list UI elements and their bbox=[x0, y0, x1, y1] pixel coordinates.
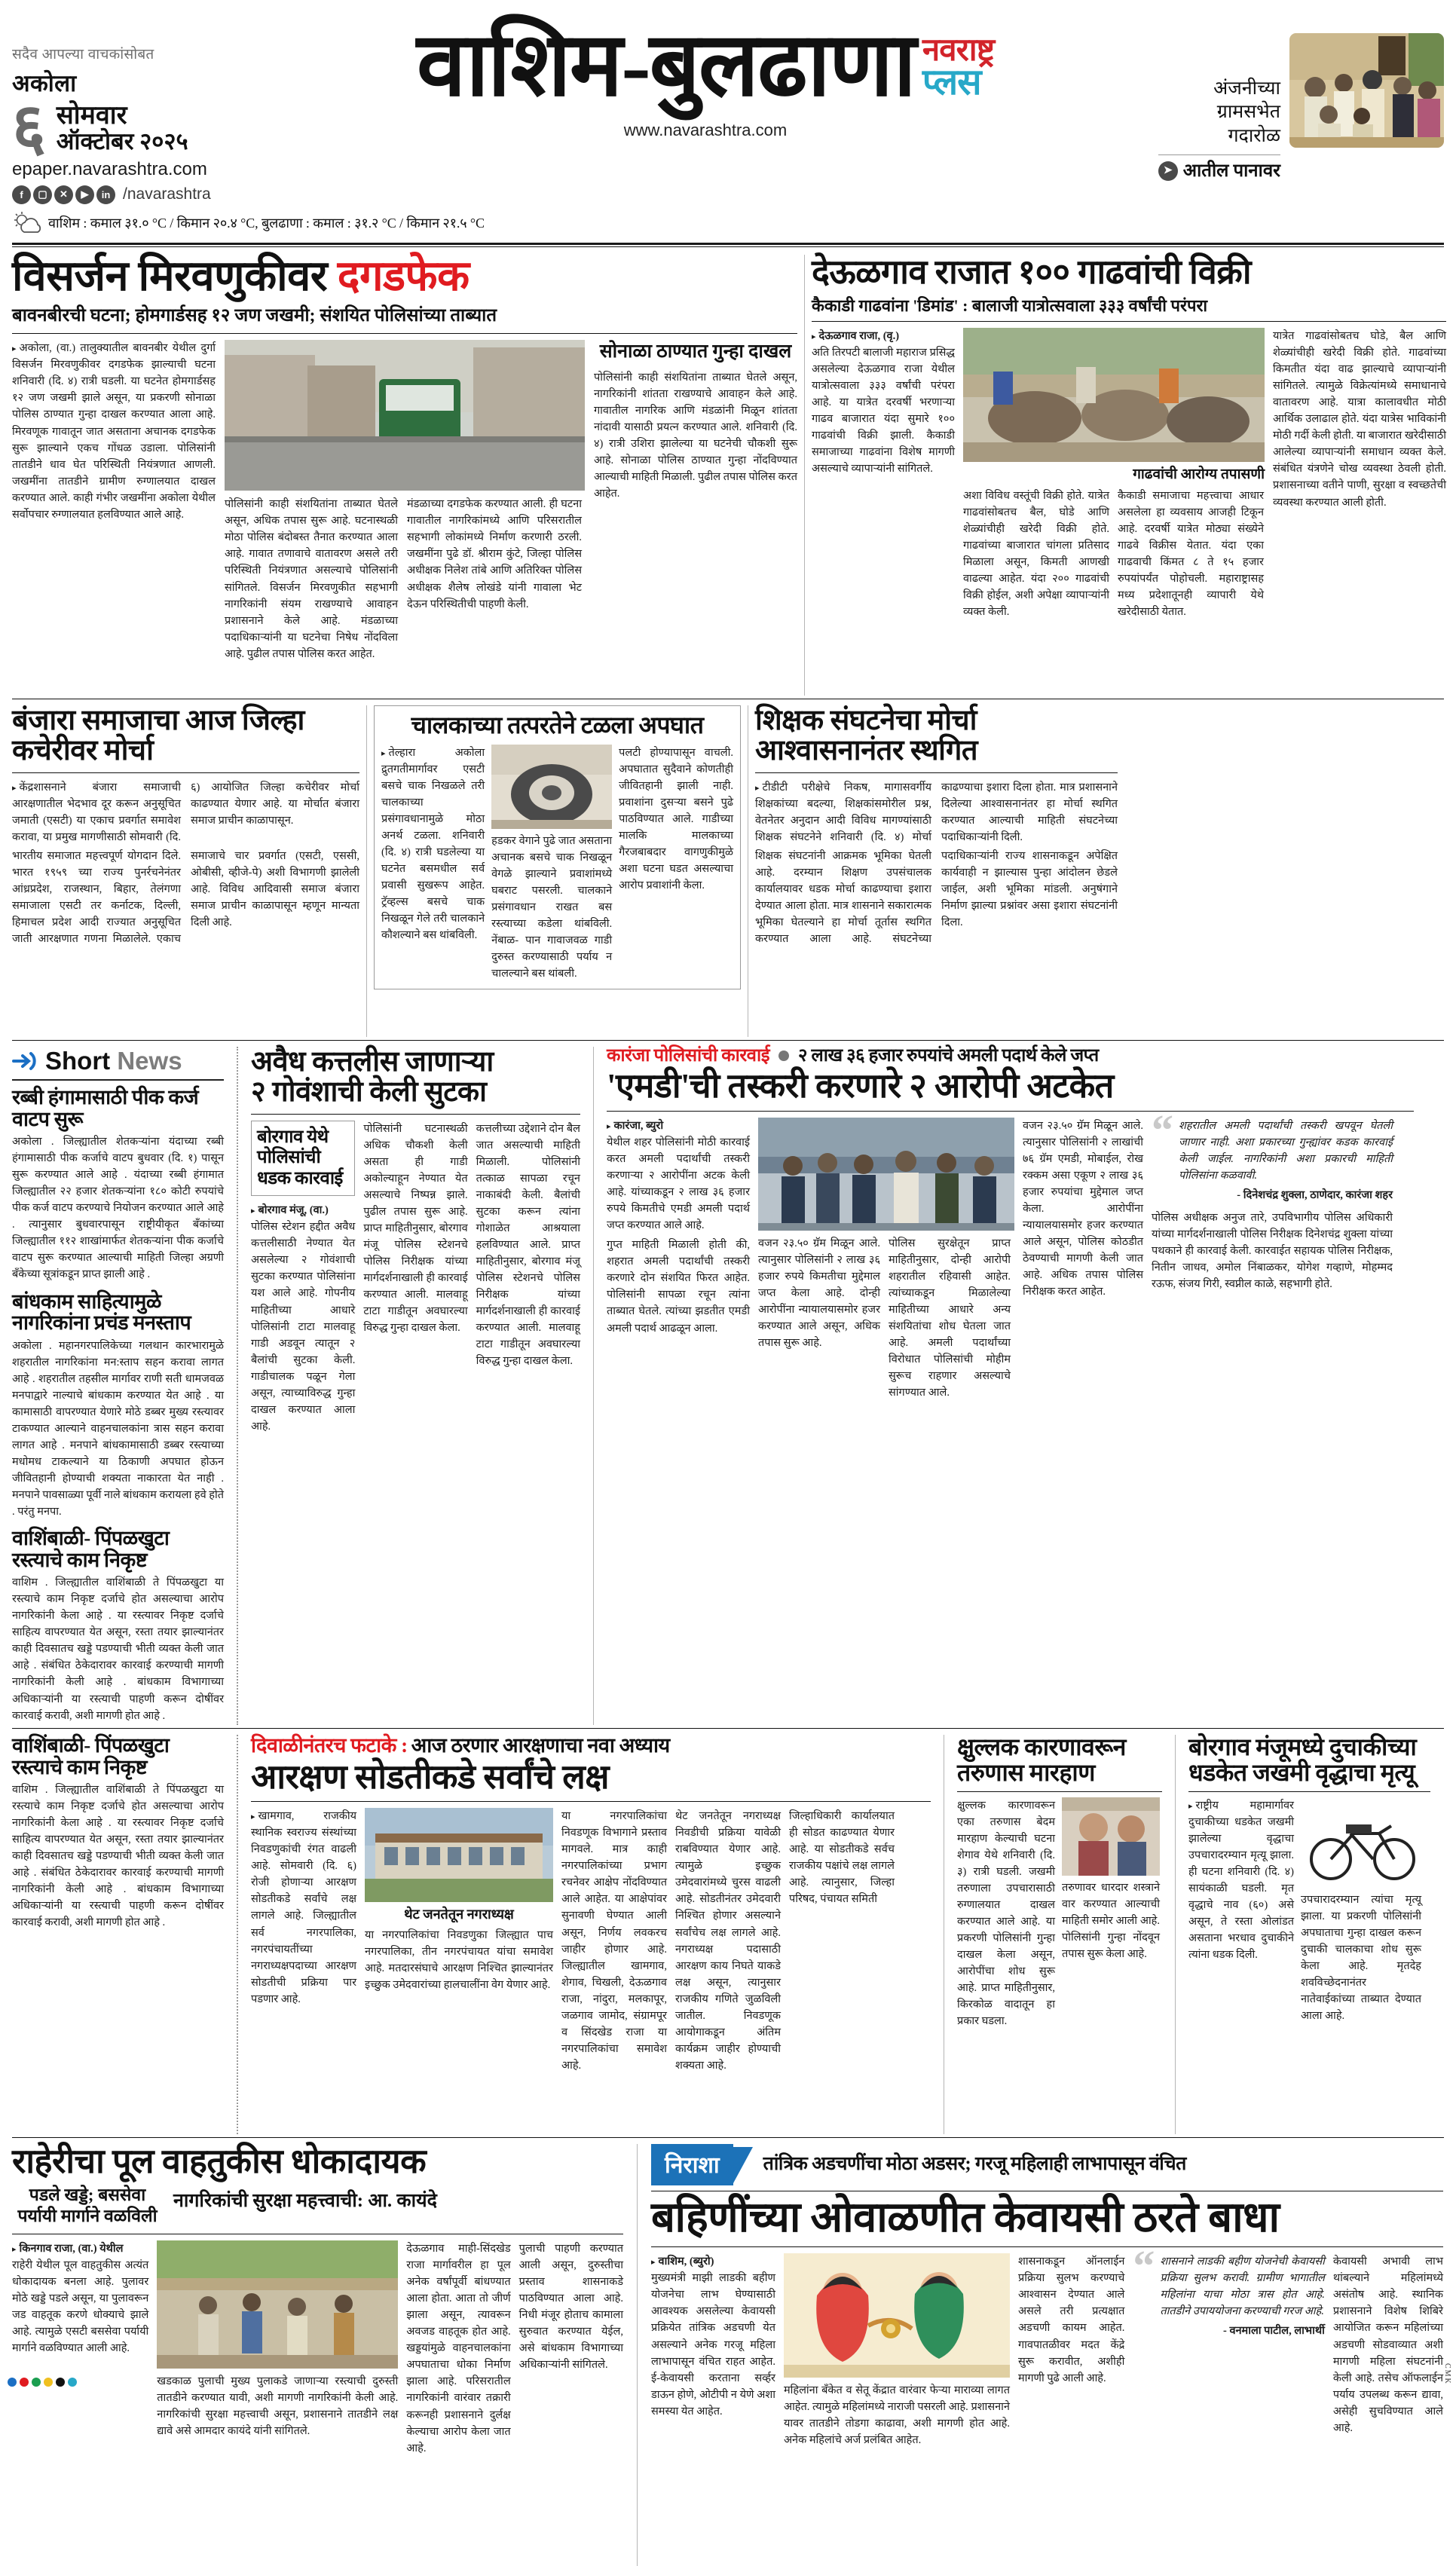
bridge-sub-left-1: पडले खड्डे; बससेवा bbox=[29, 2185, 146, 2204]
brand-line-1: नवराष्ट्र bbox=[922, 33, 995, 68]
cattle-headline-1: अवैध कत्तलीस जाणाऱ्या bbox=[251, 1046, 494, 1078]
lead-right-col-1 bbox=[812, 328, 955, 620]
drug-media bbox=[758, 1118, 1014, 1401]
row3-top-rule bbox=[12, 1040, 1444, 1041]
lead-right-body-3: कैकाडी समाजाचा महत्त्वाचा आधार असलेला हा व्यवसाय आजही टिकून आहे. दरवर्षी यात्रेत मोठ्या संख्येने गाढवे विक्रीस येतात. यंदा एका गाढवाची किंमत ८ ते १५ हजार रुपयांपर्यंत पोहोचली. महाराष्ट्रासह मध्य प्रदेशातूनही व्यापारी येथे खरेदीसाठी येतात. bbox=[1118, 489, 1264, 619]
registration-dots bbox=[8, 2378, 77, 2387]
reservation-kicker-black: आज ठरणार आरक्षणाचा नवा अध्याय bbox=[411, 1734, 670, 1757]
lead-right-col-3 bbox=[1273, 328, 1446, 620]
assault-media bbox=[1062, 1797, 1160, 2029]
lead-right-media bbox=[963, 328, 1265, 620]
cattle-rule bbox=[251, 1114, 580, 1115]
reservation-kicker-red: दिवाळीनंतरच फटाके : bbox=[251, 1734, 408, 1757]
cattle-body-3: कत्तलीच्या उद्देशाने दोन बैल जात असल्याची माहिती मिळाली. पोलिसांनी तत्काळ सापळा रचून नाकाबंदी केली. बैलांची सुटका करून त्यांना गोशाळेत आश्रयाला हलविण्यात आले. प्राप्त माहितीनुसार, बोरगाव मंजू पोलिस स्टेशनचे पोलिस निरीक्षक यांच्या मार्गदर्शनाखाली ही कारवाई करण्यात आली. मालवाहू टाटा गाडीतून अवघारल्या विरुद्ध गुन्हा दाखल केला. bbox=[476, 1122, 580, 1367]
short-news-header bbox=[12, 1047, 224, 1075]
row2-center-body: ▸ तेल्हारा अकोला द्रुतगतीमार्गावर एसटी बसचे चाक निखळले तरी चालकाच्या प्रसंगावधानामुळे मोठा अनर्थ टळला. शनिवारी (दि. ४) रात्री घडलेल्या या घटनेत बसमधील सर्व प्रवासी सुखरूप आहेत. ट्रॅव्हल्स बसचे चाक निखळून गेले तरी चालकाने कौशल्याने बस थांबविली. bbox=[381, 745, 485, 982]
short-news-title-1: Short bbox=[45, 1047, 111, 1075]
row2-center-body-2: पलटी होण्यापासून वाचली. अपघातात सुदैवाने कोणतीही जीवितहानी झाली नाही. प्रवाशांना दुसऱ्या बसने पुढे पाठविण्यात आले. गाडीच्या मालकि मालकाच्या गैरजबाबदार वागणुकीमुळे अशा घटना घडत असल्याचा आरोप प्रवाशांनी केला. bbox=[619, 746, 733, 892]
quote-icon: “ bbox=[1152, 1106, 1173, 1155]
instagram-icon[interactable]: ▢ bbox=[33, 185, 52, 204]
short-news-item-body: वाशिम . जिल्ह्यातील वाशिंबाळी ते पिंपळखुटा या रस्त्याचे काम निकृष्ट दर्जाचे होत असल्याचा आरोप नागरिकांनी केला आहे . या रस्त्यावर निकृष्ट दर्जाचे साहित्य वापरण्यात येत असून, रस्ता तयार झाल्यानंतर काही दिवसातच खड्डे पडण्याची भीती व्यक्त केली जात आहे . संबंधित ठेकेदारावर कारवाई करण्याची मागणी नागरिकांनी केली आहे . बांधकाम विभागाच्या अधिकाऱ्यांनी या रस्त्याची पाहणी करून दोषींवर कारवाई करावी, अशी मागणी होत आहे . bbox=[12, 1784, 224, 1929]
bridge-body-4: पुलाची पाहणी करण्यात आली असून, दुरुस्तीचा प्रस्ताव शासनाकडे पाठविण्यात आला आहे. निधी मंजूर होताच कामाला सुरुवात करण्यात येईल, असे बांधकाम विभागाच्या अधिकाऱ्यांनी सांगितले. bbox=[518, 2243, 624, 2372]
edition-city: अकोला bbox=[12, 70, 77, 96]
lead-left-text-col-1 bbox=[12, 340, 216, 662]
short-news-column bbox=[12, 1047, 231, 1725]
drug-kicker-red: कारंजा पोलिसांची कारवाई bbox=[607, 1046, 770, 1066]
row2-left-body-extra: भारतीय समाजात महत्त्वपूर्ण योगदान दिले. भारत १९५९ च्या राज्य पुनर्रचनेनंतर आंध्रप्रदेश, राजस्थान, बिहार, तेलंगणा समाजाला एसटी तर कर्नाटक, दिल्ली, हिमाचल प्रदेश आदी राज्यात अनुसूचित जाती आरक्षणात गणना मिळालेले. एकाच समाजाचे चार प्रवर्गात (एसटी, एससी, ओबीसी, व्हीजे-पे) अशी विभागणी झालेली आहे. विविध आदिवासी समाज बंजारा समाज प्राचीन काळापासून म्हणून मान्यता दिली आहे. bbox=[12, 849, 359, 945]
drug-dateline: कारंजा, ब्युरो bbox=[613, 1120, 664, 1133]
drug-kicker-black: २ लाख ३६ हजार रुपयांचे अमली पदार्थ केले जप्त bbox=[798, 1046, 1099, 1066]
women-dateline-body bbox=[651, 2253, 775, 2270]
lead-right-photo bbox=[963, 328, 1265, 462]
bridge-sub-center: नागरिकांची सुरक्षा महत्त्वाची: आ. कायंदे bbox=[173, 2190, 437, 2211]
row2-left-body: ▸ केंद्रशासनाने बंजारा समाजाची आरक्षणातील भेदभाव दूर करून अनुसूचित जमाती (एसटी) या एकाच प्रवर्गात समावेश करावा, या प्रमुख मागणीसाठी सोमवारी (दि. ६) आयोजित जिल्हा कचेरीवर मोर्चा काढण्यात येणार आहे. या मोर्चात बंजारा समाज प्राचीन काळापासून. bbox=[12, 779, 359, 846]
short-news-item-headline: वाशिंबाळी- पिंपळखुटा रस्त्याचे काम निकृष्ट bbox=[12, 1734, 170, 1778]
bridge-photo bbox=[157, 2240, 398, 2369]
drug-rule bbox=[607, 1111, 1414, 1112]
lead-left-text-col-3 bbox=[594, 340, 797, 662]
drug-side-body: पोलिस अधीक्षक अनुज तारे, उपविभागीय पोलिस अधिकारी यांच्या मार्गदर्शनाखाली पोलिस निरीक्षक दिनेशचंद्र शुक्ला यांच्या पथकाने ही कारवाई केली. कारवाईत सहायक पोलिस निरीक्षक, नितीन जाधव, अमोल निंबाळकर, योगेश गव्हाणे, मोहम्मद रऊफ, संजय गिरी, स्वप्नील काळे, सहभागी होते. bbox=[1152, 1212, 1393, 1291]
short-news-item-body: वाशिम . जिल्ह्यातील वाशिंबाळी ते पिंपळखुटा या रस्त्याचे काम निकृष्ट दर्जाचे होत असल्याचा आरोप नागरिकांनी केला आहे . या रस्त्यावर निकृष्ट दर्जाचे साहित्य वापरण्यात येत असून, रस्ता तयार झाल्यानंतर काही दिवसातच खड्डे पडण्याची भीती व्यक्त केली जात आहे . संबंधित ठेकेदारावर कारवाई करण्याची मागणी नागरिकांनी केली आहे . बांधकाम विभागाच्या अधिकाऱ्यांनी या रस्त्याची पाहणी करून दोषींवर कारवाई करावी, अशी मागणी होत आहे . bbox=[12, 1577, 224, 1722]
women-quote-author: - वनमाला पाटील, लाभार्थी bbox=[1222, 2325, 1325, 2338]
reservation-photo bbox=[365, 1808, 553, 1902]
badge-tail bbox=[733, 2147, 753, 2183]
lead-right-body: अति तिरपटी बालाजी महाराज प्रसिद्ध असलेल्या देऊळगाव राजा येथील यात्रोत्सवाला ३३३ वर्षांची परंपरा आहे. या यात्रेत दरवर्षी भरणाऱ्या गाढव बाजारात यंदा सुमारे १०० गाढवांची विक्री झाली. कैकाडी समाजाच्या गाढवांना विशेष मागणी असल्याचे व्यापाऱ्यांनी सांगितले. bbox=[812, 347, 955, 476]
row2-center-caption-body: हडकर वेगाने पुढे जात असताना अचानक बसचे चाक निखळून वेगळे झाल्याने प्रवाशांमध्ये घबराट पसरली. चालकाने प्रसंगावधान राखत बस रस्त्याच्या कडेला थांबविली. नेंबाळ- पान गावाजवळ गाडी दुरुस्त करण्यासाठी पर्याय न चालल्याने बस थांबली. bbox=[491, 834, 613, 980]
row2-center-headline: चालकाच्या तत्परतेने टळला अपघात bbox=[411, 711, 704, 739]
website-url[interactable]: www.navarashtra.com bbox=[623, 121, 788, 139]
bridge-sub-left-2: पर्यायी मार्गाने वळविली bbox=[17, 2207, 158, 2226]
status-badge: निराशा bbox=[651, 2144, 733, 2185]
temperature-text: वाशिम : कमाल ३१.० °C / किमान २०.४ °C, बुलढाणा : कमाल : ३१.२ °C / किमान २१.५ °C bbox=[48, 215, 485, 231]
cattle-story bbox=[244, 1047, 587, 1725]
lead-left-rule bbox=[12, 333, 797, 334]
lead-band bbox=[12, 255, 1444, 696]
reservation-media bbox=[365, 1808, 553, 2074]
drug-headline: 'एमडी'ची तस्करी करणारे २ आरोपी अटकेत bbox=[607, 1067, 1114, 1106]
lead-story-left bbox=[12, 255, 804, 696]
reservation-body-3: या नगरपालिकांचा निवडणूक विभागाने प्रस्ताव मागवले. मात्र काही नगरपालिकांच्या प्रभाग रचनेवर आक्षेप नोंदविण्यात आले आहेत. या आक्षेपांवर सुनावणी घेण्यात आली असून, निर्णय लवकरच जाहीर होणार आहे. जिल्ह्यातील खामगाव, शेगाव, चिखली, देऊळगाव राजा, नांदुरा, मलकापूर, जळगाव जामोद, संग्रामपूर व सिंदखेड राजा या नगरपालिकांचा समावेश आहे. bbox=[561, 1810, 667, 2072]
date-day-number: ६ bbox=[12, 91, 46, 164]
bridge-dateline: किनगाव राजा, (वा.) येथील bbox=[19, 2243, 124, 2256]
reservation-caption: थेट जनतेतून नगराध्यक्ष bbox=[404, 1907, 514, 1922]
lead-left-body: ▸ अकोला, (वा.) तालुक्यातील बावनबीर येथील दुर्गा विसर्जन मिरवणुकीवर दगडफेक झाल्याची घटना शनिवारी (दि. ४) रात्री घडली. या घटनेत होमगार्डसह १२ जण जखमी झाले असून, या प्रकरणी सोनाळा पोलिस ठाण्यात गुन्हा दाखल करण्यात आला आहे. मिरवणूक गावातून जात असताना अचानक दगडफेक सुरू झाल्याने एकच गोंधळ उडाला. पोलिसांनी तातडीने धाव घेत परिस्थिती नियंत्रणात आणली. जखमींना तातडीने ग्रामीण रुग्णालयात दाखल करण्यात आले. काही गंभीर जखमींना अकोला येथील सर्वोपचार रुग्णालयात हलविण्यात आले आहे. bbox=[12, 340, 216, 522]
brand-logo bbox=[922, 21, 995, 102]
short-news-item-body: अकोला . महानगरपालिकेच्या गलथान कारभारामुळे शहरातील नागरिकांना मन:स्ताप सहन करावा लागत आहे . शहरातील तहसील मार्गावर राणी सती धामजवळ मनपाद्वारे नाल्याचे बांधकाम करण्यात येत आहे . या कामासाठी वापरण्यात येणारे मोठे डब्बर मुख्य रस्त्यावर टाकण्यात आल्याने वाहनचालकांना त्रास सहन करावा लागत आहे . मनपाने बांधकामासाठी डब्बर रस्त्याच्या मधोमध टाकल्याने या ठिकाणी अपघात होऊन जीवितहानी होण्याची शक्यता नाकारता येत नाही . मनपाने पावसाळ्या पूर्वी नाले बांधकाम करायला हवे होते . परंतु मनपा. bbox=[12, 1339, 224, 1518]
row2-left-headline: बंजारा समाजाचा आज जिल्हा कचेरीवर मोर्चा bbox=[12, 705, 304, 767]
lead-right-subhead: कैकाडी गाढवांना 'डिमांड' : बालाजी यात्रोत्सवाला ३३३ वर्षांची परंपरा bbox=[812, 295, 1208, 315]
cattle-dateline-body bbox=[251, 1202, 355, 1219]
row2-right-body-extra: शिक्षक संघटनांनी आक्रमक भूमिका घेतली आहे. दरम्यान शिक्षण उपसंचालक कार्यालयावर धडक मोर्चा काढण्याचा इशारा देण्यात आला होता. मात्र शासनाने सकारात्मक भूमिका घेतल्याने हा मोर्चा तूर्तास स्थगित करण्यात आला आहे. संघटनेच्या पदाधिकाऱ्यांनी राज्य शासनाकडून अपेक्षित कार्यवाही न झाल्यास पुन्हा आंदोलन छेडले जाईल, अशी भूमिका मांडली. अनुषंगाने निर्माण झाल्या प्रश्नांवर असा इशारा संघटनांनी दिला. bbox=[755, 849, 1118, 945]
row2-right-body: ▸ टीडीटी परीक्षेचे निकष, मागासवर्गीय शिक्षकांच्या बदल्या, शिक्षकांसमोरील प्रश्न, वेतनेतर अनुदान आदी विविध मागण्यांसाठी शिक्षक संघटनेने शनिवारी (दि. ४) मोर्चा काढण्याचा इशारा दिला होता. मात्र प्रशासनाने दिलेल्या आश्वासनानंतर हा मोर्चा स्थगित करण्यात आल्याची माहिती संघटनेच्या पदाधिकाऱ्यांनी दिली. bbox=[755, 779, 1118, 846]
row2-right-rule bbox=[755, 772, 1118, 773]
lead-left-headline-black: विसर्जन मिरवणुकीवर bbox=[12, 253, 328, 300]
cattle-kicker-box bbox=[251, 1121, 355, 1197]
masthead-title-block bbox=[261, 11, 1150, 140]
bridge-body: राहेरी येथील पूल वाहतुकीस अत्यंत धोकादायक बनला आहे. पुलावर मोठे खड्डे पडले असून, या पुलावरून जड वाहतूक करणे धोक्याचे झाले आहे. त्यामुळे एसटी बससेवा पर्यायी मार्गाने वळविण्यात आली आहे. bbox=[12, 2259, 149, 2355]
promo-line-1: अंजनीच्या bbox=[1213, 78, 1280, 99]
row2-right-headline: शिक्षक संघटनेचा मोर्चा आश्वासनानंतर स्थगित bbox=[755, 705, 978, 767]
bridge-col-1 bbox=[12, 2240, 148, 2456]
accident-story bbox=[1182, 1735, 1430, 2134]
bullet-dot-icon bbox=[778, 1051, 789, 1061]
drug-photo bbox=[758, 1118, 1014, 1231]
promo-divider bbox=[1158, 154, 1280, 155]
short-news-arrow-icon bbox=[12, 1049, 39, 1073]
drug-body-4: पोलिस सुरक्षेतून प्राप्त माहितीनुसार, दोन्ही आरोपी शहरातील रहिवासी आहेत. त्यांच्याकडून मिळालेल्या माहितीच्या आधारे अन्य संशयितांचा शोध घेतला जात आहे. अमली पदार्थांच्या विरोधात पोलिसांची मोहीम सुरूच राहणार असल्याचे सांगण्यात आले. bbox=[889, 1237, 1011, 1399]
lead-story-right bbox=[805, 255, 1446, 696]
cattle-kicker: बोरगाव येथे पोलिसांची धडक कारवाई bbox=[257, 1127, 343, 1188]
row2-center-box bbox=[374, 705, 741, 989]
short-news-divider bbox=[237, 1047, 238, 1725]
masthead-rule-thick bbox=[12, 243, 1444, 245]
bridge-body-2: खडकाळ पुलाची मुख्य पुलाकडे जाणाऱ्या रस्त्याची दुरुस्ती तातडीने करण्यात यावी, अशी मागणी नागरिकांनी केली आहे. नागरिकांची सुरक्षा महत्त्वाची असून, प्रशासनाने तातडीने लक्ष द्यावे असे आमदार कायंदे यांनी सांगितले. bbox=[157, 2375, 399, 2438]
short-news-item-headline: वाशिंबाळी- पिंपळखुटा रस्त्याचे काम निकृष्ट bbox=[12, 1527, 170, 1571]
women-media bbox=[784, 2253, 1010, 2448]
women-headline: बहिणींच्या ओवाळणीत केवायसी ठरते बाधा bbox=[651, 2194, 1280, 2241]
row5-top-rule bbox=[12, 2137, 1444, 2138]
masthead-promo[interactable] bbox=[1150, 11, 1444, 182]
short-news-column-continued bbox=[12, 1735, 231, 2134]
women-story bbox=[644, 2144, 1443, 2566]
accident-body-2: उपचारादरम्यान त्यांचा मृत्यू झाला. या प्रकरणी पोलिसांनी अपघाताचा गुन्हा दाखल करून दुचाकी चालकाचा शोध सुरू केला आहे. मृतदेह शवविच्छेदनानंतर नातेवाईकांच्या ताब्यात देण्यात आला आहे. bbox=[1301, 1893, 1421, 2023]
assault-body: क्षुल्लक कारणावरून एका तरुणास बेदम मारहाण केल्याची घटना शेगाव येथे शनिवारी (दि. ३) रात्री घडली. जखमी तरुणाला उपचारासाठी रुग्णालयात दाखल करण्यात आले आहे. या प्रकरणी पोलिसांनी गुन्हा दाखल केला असून, आरोपींचा शोध सुरू आहे. प्राप्त माहितीनुसार, किरकोळ वादातून हा प्रकार घडला. bbox=[957, 1799, 1055, 2028]
masthead-rule-thin bbox=[12, 246, 1444, 247]
drug-col-1 bbox=[607, 1118, 750, 1401]
accident-headline: बोरगाव मंजूमध्ये दुचाकीच्या धडकेत जखमी वृद्धाचा मृत्यू bbox=[1188, 1733, 1417, 1786]
lead-right-dateline: देऊळगाव राजा, (वृ.) bbox=[818, 330, 900, 343]
row2-band bbox=[12, 705, 1444, 1037]
promo-inside-link[interactable] bbox=[1158, 160, 1280, 182]
bridge-subhead-left bbox=[12, 2185, 163, 2228]
row2-left-rule bbox=[12, 772, 359, 773]
bridge-story bbox=[12, 2144, 630, 2566]
cattle-headline-2: २ गोवंशाची केली सुटका bbox=[251, 1076, 487, 1109]
women-quote: शासनाने लाडकी बहीण योजनेची केवायसी प्रक्रिया सुलभ करावी. ग्रामीण भागातील महिलांना याचा मोठा त्रास होत आहे. तातडीने उपाययोजना करण्याची गरज आहे. bbox=[1160, 2256, 1325, 2318]
women-illustration bbox=[784, 2253, 1010, 2378]
weather-sun-cloud-icon bbox=[12, 211, 45, 235]
promo-link-label: आतील पानावर bbox=[1182, 161, 1280, 181]
date-month-year: ऑक्टोबर २०२५ bbox=[56, 127, 188, 154]
youtube-icon[interactable]: ▶ bbox=[75, 185, 94, 204]
short-news-title bbox=[45, 1047, 182, 1075]
lead-left-subhead: बावनबीरची घटना; होमगार्डसह १२ जण जखमी; संशयित पोलिसांच्या ताब्यात bbox=[12, 306, 497, 326]
row4-top-rule bbox=[12, 1728, 1444, 1729]
lead-left-photo bbox=[225, 340, 585, 491]
row2-story-center bbox=[367, 705, 748, 1037]
bridge-body-3: देऊळगाव माही-सिंदखेड राजा मार्गावरील हा पूल अनेक वर्षांपूर्वी बांधण्यात आला होता. आता तो जीर्ण झाला असून, त्यावरून अवजड वाहतूक होत आहे. खड्डयांमुळे वाहनचालकांना अपघाताचा धोका निर्माण झाला आहे. परिसरातील नागरिकांनी वारंवार तक्रारी करूनही प्रशासनाने दुर्लक्ष केल्याचा आरोप केला जात आहे. bbox=[406, 2243, 511, 2454]
row2-center-media bbox=[491, 745, 612, 982]
facebook-icon[interactable]: f bbox=[12, 185, 31, 204]
promo-photo bbox=[1289, 33, 1444, 148]
drug-dateline-body bbox=[607, 1118, 750, 1134]
cattle-dateline: बोरगाव मंजू, (वा.) bbox=[258, 1204, 329, 1217]
row2-story-left bbox=[12, 705, 366, 1037]
short-news-item-headline: बांधकाम साहित्यामुळे नागरिकांना प्रचंड मनस्ताप bbox=[12, 1289, 191, 1335]
lead-left-headline-red: दगडफेक bbox=[337, 253, 470, 300]
reservation-headline: आरक्षण सोडतीकडे सर्वांचे लक्ष bbox=[251, 1757, 609, 1796]
social-links[interactable] bbox=[12, 185, 261, 204]
women-dateline: वाशिम, (ब्युरो) bbox=[658, 2256, 714, 2268]
promo-text-block bbox=[1158, 33, 1289, 182]
women-body-3: शासनाकडून ऑनलाईन प्रक्रिया सुलभ करण्याचे आश्वासन देण्यात आले असले तरी प्रत्यक्षात अडचणी कायम आहेत. गावपातळीवर मदत केंद्रे सुरू करावीत, अशीही मागणी पुढे आली आहे. bbox=[1017, 2256, 1125, 2384]
lead-right-col3-body: यात्रेत गाढवांसोबतच घोडे, बैल आणि शेळ्यांचीही खरेदी विक्री होते. गाढवांच्या किमतीत यंदा वाढ झाल्याचे व्यापाऱ्यांनी सांगितले. त्यामुळे विक्रेत्यांमध्ये समाधानाचे वातावरण आहे. यात्रा कालावधीत मोठी आर्थिक उलाढाल होते. यंदा यात्रेस भाविकांनी मोठी गर्दी केली होती. या बाजारात खरेदीसाठी आलेल्या व्यापाऱ्यांनी समाधान व्यक्त केले. संबंधित यंत्रणेने चोख व्यवस्था ठेवली होती. प्रशासनाच्या वतीने पाणी, सुरक्षा व स्वच्छतेची व्यवस्था करण्यात आली होती. bbox=[1273, 330, 1446, 509]
cattle-body: पोलिस स्टेशन हद्दीत अवैध कत्तलीसाठी नेण्यात येत असलेल्या २ गोवंशाची सुटका करण्यात पोलिसांना यश आले आहे. गोपनीय माहितीच्या आधारे पोलिसांनी टाटा मालवाहू गाडी अडवून त्यातून २ बैलांची सुटका केली. गाडीचालक पळून गेला असून, त्याच्याविरुद्ध गुन्हा दाखल करण्यात आला आहे. bbox=[251, 1221, 356, 1433]
x-twitter-icon[interactable]: ✕ bbox=[54, 185, 73, 204]
lead-right-headline: देऊळगाव राजात १०० गाढवांची विक्री bbox=[812, 253, 1252, 291]
brand-line-2: प्लस bbox=[922, 62, 981, 102]
social-handle: /navarashtra bbox=[123, 185, 211, 203]
women-col-1 bbox=[651, 2253, 775, 2448]
women-side-body: केवायसी अभावी लाभ थांबल्याने महिलांमध्ये असंतोष आहे. स्थानिक प्रशासनाने विशेष शिबिरे आयोजित करून महिलांच्या अडचणी सोडवाव्यात अशी मागणी महिला संघटनांनी केली आहे. तसेच ऑफलाईन पर्याय उपलब्ध करून द्यावा, असेही सुचविण्यात आले आहे. bbox=[1332, 2256, 1443, 2434]
lead-left-body-3: मंडळाच्या दगडफेक करण्यात आली. ही घटना गावातील नागरिकांमध्ये आणि परिसरातील सहभागी लोकांमध्ये निर्माण करणारी ठरली. जखमींना पुढे डॉ. श्रीराम कुंटे, जिल्हा पोलिस अधीक्षक निलेश तांबे आणि अतिरिक्त पोलिस अधीक्षक शैलेष लोखंडे यांनी गावाला भेट देऊन परिस्थितीची पाहणी केली. bbox=[407, 498, 582, 610]
short-news-item-headline: रब्बी हंगामासाठी पीक कर्ज वाटप सुरू bbox=[12, 1086, 199, 1130]
quote-icon: “ bbox=[1133, 2241, 1155, 2291]
row4-divider-1 bbox=[237, 1735, 238, 2134]
row2-story-right bbox=[748, 705, 1118, 1037]
assault-body-2: तरुणावर धारदार शस्त्राने वार करण्यात आल्याची माहिती समोर आली आहे. पोलिसांनी गुन्हा नोंदवून तपास सुरू केला आहे. bbox=[1062, 1881, 1160, 1960]
bridge-headline: राहेरीचा पूल वाहतुकीस धोकादायक bbox=[12, 2142, 427, 2180]
cmyk-mark: CMK bbox=[1443, 2363, 1451, 2385]
short-news-item[interactable] bbox=[12, 1528, 224, 1724]
drug-quote: शहरातील अमली पदार्थांची तस्करी खपवून घेतली जाणार नाही. अशा प्रकारच्या गुन्ह्यांवर कडक कारवाई केली जाईल. नागरिकांनी अशा प्रकारची माहिती पोलिसांना कळवावी. bbox=[1179, 1120, 1393, 1182]
reservation-body-2: या नगरपालिकांचा निवडणुका जिल्ह्यात पाच नगरपालिका, तीन नगरपंचायत यांचा समावेश आहे. मतदारसंघाचे आरक्षण निश्चित झाल्यानंतर इच्छुक उमेदवारांच्या हालचालींना वेग येणार आहे. bbox=[365, 1928, 553, 1991]
drug-body: येथील शहर पोलिसांनी मोठी कारवाई करत अमली पदार्थांची तस्करी करणाऱ्या २ आरोपींना अटक केली आहे. यांच्याकडून २ लाख ३६ हजार रुपये किमतीचे एमडी अमली पदार्थ जप्त करण्यात आले आहे. bbox=[607, 1136, 750, 1232]
reservation-body-4: थेट जनतेतून नगराध्यक्ष निवडीची प्रक्रिया यावेळी राबविण्यात येणार आहे. त्यामुळे इच्छुक उमेदवारांमध्ये चुरस वाढली आहे. सोडतीनंतर उमेदवारी निश्चित होणार असल्याने सर्वांचेच लक्ष लागले आहे. नगराध्यक्ष पदासाठी आरक्षण काय निघते याकडे लक्ष असून, त्यानुसार राजकीय गणिते जुळविली जातील. निवडणूक आयोगाकडून अंतिम कार्यक्रम जाहीर होण्याची शक्यता आहे. bbox=[675, 1810, 781, 2072]
drug-quote-col bbox=[1152, 1106, 1393, 1401]
lead-left-body-2: पोलिसांनी काही संशयितांना ताब्यात घेतले असून, अधिक तपास सुरू आहे. घटनास्थळी मोठा पोलिस बंदोबस्त तैनात करण्यात आला आहे. गावात तणावाचे वातावरण असले तरी परिस्थिती नियंत्रणात असल्याचे पोलिसांनी सांगितले. विसर्जन मिरवणुकीत सहभागी नागरिकांनी संयम राखण्याचे आवाहन प्रशासनाने केले आहे. मंडळाच्या पदाधिकाऱ्यांनी या घटनेचा निषेध नोंदविला आहे. पुढील तपास पोलिस करत आहेत. bbox=[225, 498, 398, 660]
short-news-item[interactable] bbox=[12, 1291, 224, 1521]
lead-right-body-2: अशा विविध वस्तूंची विक्री होते. यात्रेत गाढवांसोबतच बैल, घोडे आणि शेळ्यांचीही खरेदी विक्री होते. गाढवांच्या बाजारात चांगला प्रतिसाद मिळाला असून, किमती आणखी वाढल्या आहेत. यंदा २०० गाढवांची विक्री होईल, अशी अपेक्षा व्यापाऱ्यांनी व्यक्त केली. bbox=[963, 489, 1109, 619]
cattle-kicker-col bbox=[251, 1121, 355, 1435]
drug-quote-author: - दिनेशचंद्र शुक्ला, ठाणेदार, कारंजा शहर bbox=[1237, 1189, 1393, 1202]
temperature-row bbox=[12, 211, 485, 235]
lead-left-kicker-body: पोलिसांनी काही संशयितांना ताब्यात घेतले असून, नागरिकांनी शांतता राखण्याचे आवाहन केले आहे. गावातील नागरिक आणि मंडळांनी मिळून शांतता नांदावी यासाठी प्रयत्न करण्यात आले. शनिवारी (दि. ४) रात्री उशिरा झालेल्या या घटनेची चौकशी सुरू आहे. सोनाळा पोलिस ठाण्यात गुन्हा नोंदविण्यात आल्याची माहिती मिळाली. पुढील तपास पोलिस करत आहेत. bbox=[594, 371, 797, 500]
masthead-left-block bbox=[12, 11, 485, 235]
short-news-rule bbox=[12, 1079, 224, 1081]
arrow-circle-icon: ➤ bbox=[1158, 161, 1178, 181]
accident-body: ▸ राष्ट्रीय महामार्गावर दुचाकीच्या धडकेत जखमी झालेल्या वृद्धाचा उपचारादरम्यान मृत्यू झाला. ही घटना शनिवारी (दि. ४) सायंकाळी घडली. मृत वृद्धाचे नाव (६०) असे असून, ते रस्ता ओलांडत असताना भरधाव दुचाकीने त्यांना धडक दिली. bbox=[1188, 1797, 1294, 2024]
women-body: मुख्यमंत्री माझी लाडकी बहीण योजनेचा लाभ घेण्यासाठी आवश्यक असलेल्या केवायसी प्रक्रियेत तांत्रिक अडचणी येत असल्याने अनेक गरजू महिला लाभापासून वंचित राहत आहेत. ई-केवायसी करताना सर्व्हर डाऊन होणे, ओटीपी न येणे अशा समस्या येत आहेत. bbox=[651, 2272, 775, 2418]
assault-rule bbox=[957, 1791, 1162, 1792]
assault-story bbox=[950, 1735, 1169, 2134]
reservation-rule bbox=[251, 1801, 931, 1802]
date-block bbox=[12, 91, 261, 164]
women-body-2: महिलांना बँकेत व सेतू केंद्रात वारंवार फेऱ्या माराव्या लागत आहेत. त्यामुळे महिलांमध्ये नाराजी पसरली आहे. प्रशासनाने यावर तातडीने तोडगा काढावा, अशी मागणी होत आहे. अनेक महिलांचे अर्ज प्रलंबित आहेत. bbox=[783, 2384, 1010, 2447]
assault-headline-1: क्षुल्लक कारणावरून bbox=[957, 1733, 1126, 1760]
women-kicker: तांत्रिक अडचणींचा मोठा अडसर; गरजू महिलाही लाभापासून वंचित bbox=[763, 2154, 1186, 2175]
assault-photo bbox=[1062, 1797, 1160, 1876]
row3-band bbox=[12, 1047, 1444, 1725]
drug-body-3: वजन २३.५० ग्रॅम मिळून आले. त्यानुसार पोलिसांनी २ लाख ३६ हजार रुपये किमतीचा मुद्देमाल जप्त केला आहे. दोन्ही आरोपींना न्यायालयासमोर हजर करण्यात आले असून, अधिक तपास सुरू आहे. bbox=[758, 1237, 880, 1350]
bridge-dateline-body bbox=[12, 2240, 148, 2257]
row5-band bbox=[12, 2144, 1444, 2566]
assault-headline-2: तरुणास मारहाण bbox=[957, 1758, 1095, 1786]
short-news-item[interactable] bbox=[12, 1087, 224, 1283]
promo-line-3: गदारोळ bbox=[1228, 125, 1280, 146]
accident-media bbox=[1301, 1797, 1421, 2024]
masthead bbox=[12, 11, 1444, 237]
reservation-body-5: जिल्हाधिकारी कार्यालयात ही सोडत काढण्यात येणार आहे. या सोडतीकडे सर्वच राजकीय पक्षांचे लक्ष लागले आहे. त्यानुसार, जिल्हा परिषद, पंचायत समिती bbox=[789, 1810, 895, 1906]
lead-left-kicker: सोनाळा ठाण्यात गुन्हा दाखल bbox=[599, 341, 792, 362]
linkedin-icon[interactable]: in bbox=[96, 185, 115, 204]
lead-right-dateline-body bbox=[812, 328, 955, 344]
women-rule bbox=[651, 2246, 1443, 2247]
row4-band bbox=[12, 1735, 1444, 2134]
lead-right-rule bbox=[812, 321, 1446, 322]
row2-center-photo bbox=[491, 745, 612, 829]
paper-title: वाशिम-बुलढाणा bbox=[416, 16, 915, 115]
accident-photo bbox=[1301, 1797, 1421, 1888]
cattle-body-2: पोलिसांनी घटनास्थळी अधिक चौकशी केली असता ही गाडी अकोल्याहून नेण्यात येत असल्याचे निष्पन्न झाले. पुढील तपास सुरू आहे. प्राप्त माहितीनुसार, बोरगाव मंजू पोलिस स्टेशनचे पोलिस निरीक्षक यांच्या मार्गदर्शनाखाली ही कारवाई करण्यात आली. मालवाहू टाटा गाडीतून अवघारल्या विरुद्ध गुन्हा दाखल केला. bbox=[363, 1122, 468, 1334]
promo-line-2: ग्रामसभेत bbox=[1216, 102, 1280, 123]
accident-rule bbox=[1188, 1791, 1430, 1792]
lead-left-media bbox=[225, 340, 585, 662]
short-news-title-2: News bbox=[117, 1047, 182, 1075]
drug-body-5: वजन २३.५० ग्रॅम मिळून आले. त्यानुसार पोलिसांनी २ लाखांची ७६ ग्रॅम एमडी, मोबाईल, रोख रक्कम असा एकूण २ लाख ३६ हजार रुपयांचा मुद्देमाल जप्त केला. आरोपींना न्यायालयासमोर हजर करण्यात आले असून, पोलिस कोठडीत ठेवण्याची मागणी केली जात आहे. अधिक तपास पोलिस निरीक्षक करत आहेत. bbox=[1023, 1120, 1143, 1298]
drug-story bbox=[600, 1047, 1414, 1725]
bridge-media bbox=[157, 2240, 398, 2456]
date-day-name: सोमवार bbox=[56, 101, 127, 130]
drug-body-2: गुप्त माहिती मिळाली होती की, शहरात अमली पदार्थांची तस्करी करणारे दोन संशयित फिरत आहेत. पोलिसांनी सापळा रचून त्यांना ताब्यात घेतले. त्यांच्या झडतीत एमडी अमली पदार्थ आढळून आला. bbox=[607, 1239, 750, 1335]
reservation-story bbox=[244, 1735, 938, 2134]
lead-right-caption: गाढवांची आरोग्य तपासणी bbox=[1133, 466, 1265, 483]
women-quote-col bbox=[1133, 2241, 1325, 2448]
tagline: सदैव आपल्या वाचकांसोबत bbox=[12, 47, 154, 63]
short-news-item-body: अकोला . जिल्ह्यातील शेतकऱ्यांना यंदाच्या रब्बी हंगामासाठी पीक कर्जाचे वाटप बुधवार (दि. १) पासून सुरू करण्यात आले आहे . यंदाच्या रब्बी हंगामात जिल्ह्यातील २२ हजार शेतकऱ्यांना १८० कोटी रुपयांचे पीक कर्ज वाटप करण्याचे नियोजन करण्यात आले आहे . त्यानुसार बुधवारपासून राष्ट्रीयीकृत बँकांच्या जिल्ह्यातील ११२ शाखांमार्फत शेतकऱ्यांना पीक कर्जाचे वाटप सुरू करण्यात आल्याची माहिती जिल्हा अग्रणी बँकेच्या सूत्रांकडून प्राप्त झाली आहे . bbox=[12, 1136, 224, 1281]
epaper-url[interactable]: epaper.navarashtra.com bbox=[12, 158, 207, 179]
lead-left-headline bbox=[12, 255, 797, 299]
reservation-body: ▸ खामगाव, राजकीय स्थानिक स्वराज्य संस्थांच्या निवडणुकांची रंगत वाढली आहे. सोमवारी (दि. ६) रोजी होणाऱ्या आरक्षण सोडतीकडे सर्वांचे लक्ष लागले आहे. जिल्ह्यातील सर्व नगरपालिका, नगरपंचायतींच्या नगराध्यक्षपदाच्या आरक्षण सोडतीची प्रक्रिया पार पडणार आहे. bbox=[251, 1808, 356, 2074]
